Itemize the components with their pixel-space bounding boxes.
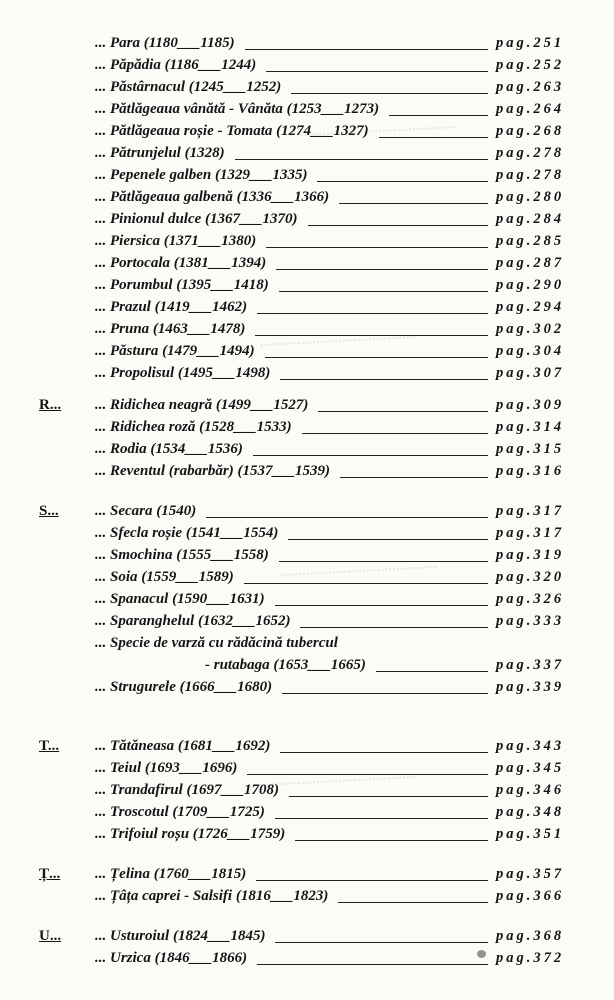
page-number: pag.366 [496,888,565,904]
leader-line [235,159,488,160]
page-number: pag.284 [496,211,565,227]
entry-title: ... Trandafirul (1697___1708) [95,782,280,798]
page-number: pag.307 [496,365,565,381]
entry-title: ... Pinionul dulce (1367___1370) [95,211,298,227]
leader-line [379,137,488,138]
page-number: pag.339 [496,679,565,695]
leader-line [389,115,488,116]
toc-entry [0,591,614,613]
bleed-through-text: .......................................... [299,115,458,141]
page-number: pag.263 [496,79,565,95]
section-letter: R... [39,397,62,413]
entry-title: ... Pruna (1463___1478) [95,321,246,337]
leader-line [317,181,488,182]
page-number: pag.294 [496,299,565,315]
leader-line [288,539,488,540]
page-number: pag.264 [496,101,565,117]
entry-title: ... Para (1180___1185) [95,35,235,51]
entry-title: ... Ridichea roză (1528___1533) [95,419,292,435]
entry-title: ... Sparanghelul (1632___1652) [95,613,291,629]
page-number: pag.304 [496,343,565,359]
toc-entry [0,569,614,591]
toc-entry [0,167,614,189]
bleed-through-text: .......................................... [259,765,418,791]
toc-entry [0,782,614,804]
toc-entry [0,211,614,233]
leader-line [376,671,488,672]
leader-line [244,583,488,584]
leader-line [266,247,488,248]
entry-title: ... Reventul (rabarbăr) (1537___1539) [95,463,330,479]
leader-line [275,942,488,943]
page-number: pag.346 [496,782,565,798]
toc-entry-continuation [0,657,614,679]
toc-entry [0,547,614,569]
toc-entry [0,613,614,635]
toc-entry [0,866,614,888]
toc-entry [0,503,614,525]
entry-title: ... Țâța caprei - Salsifi (1816___1823) [95,888,329,904]
entry-title: ... Spanacul (1590___1631) [95,591,265,607]
entry-title: ... Propolisul (1495___1498) [95,365,271,381]
toc-entry [0,255,614,277]
leader-line [266,71,488,72]
entry-title: ... Trifoiul roșu (1726___1759) [95,826,286,842]
leader-line [265,357,488,358]
section-letter: U... [39,928,62,944]
toc-entry [0,738,614,760]
leader-line [276,269,488,270]
leader-line [279,561,488,562]
page-number: pag.285 [496,233,565,249]
bleed-through-text: .......................................... [279,555,438,581]
entry-title: ... Pepenele galben (1329___1335) [95,167,308,183]
toc-entry [0,321,614,343]
toc-entry [0,419,614,441]
leader-line [275,605,488,606]
entry-title: ... Usturoiul (1824___1845) [95,928,266,944]
leader-line [291,93,488,94]
toc-entry [0,343,614,365]
toc-entry [0,888,614,910]
entry-title: ... Rodia (1534___1536) [95,441,243,457]
leader-line [289,796,488,797]
toc-entry [0,123,614,145]
leader-line [253,455,488,456]
entry-title: ... Urzica (1846___1866) [95,950,248,966]
toc-entry [0,79,614,101]
toc-entry [0,101,614,123]
page-number: pag.278 [496,145,565,161]
page-number: pag.314 [496,419,565,435]
leader-line [295,840,488,841]
section-letter: S... [39,503,59,519]
page-number: pag.290 [496,277,565,293]
entry-title: ... Pătrunjelul (1328) [95,145,225,161]
toc-entry [0,760,614,782]
entry-title: ... Pătlăgeaua galbenă (1336___1366) [95,189,330,205]
page-number: pag.320 [496,569,565,585]
bleed-through-text: .......................................... [259,325,418,351]
leader-line [280,752,488,753]
entry-title: ... Tătăneasa (1681___1692) [95,738,271,754]
page-number: pag.278 [496,167,565,183]
toc-entry [0,57,614,79]
entry-title: ... Țelina (1760___1815) [95,866,247,882]
leader-line [280,379,488,380]
leader-line [256,880,488,881]
leader-line [340,477,488,478]
page-number: pag.345 [496,760,565,776]
toc-entry [0,950,614,972]
leader-line [308,225,488,226]
toc-entry [0,679,614,701]
entry-title: ... Pătlăgeaua vânătă - Vânăta (1253___1273) [95,101,380,117]
toc-entry [0,365,614,387]
toc-entry [0,525,614,547]
toc-entry [0,826,614,848]
toc-entry [0,804,614,826]
entry-title: ... Specie de varză cu rădăcină tubercul [95,635,338,651]
page-number: pag.309 [496,397,565,413]
page-number: pag.372 [496,950,565,966]
entry-title: ... Strugurele (1666___1680) [95,679,273,695]
leader-line [275,818,488,819]
toc-entry [0,635,614,657]
page-number: pag.317 [496,503,565,519]
page-number: pag.251 [496,35,565,51]
toc-entry [0,928,614,950]
entry-title: ... Ridichea neagră (1499___1527) [95,397,309,413]
toc-entry [0,145,614,167]
toc-entry [0,299,614,321]
page-number: pag.343 [496,738,565,754]
page-number: pag.337 [496,657,565,673]
toc-entry [0,441,614,463]
page-number: pag.287 [496,255,565,271]
leader-line [257,313,488,314]
page-number: pag.268 [496,123,565,139]
entry-title: ... Portocala (1381___1394) [95,255,267,271]
entry-title: ... Troscotul (1709___1725) [95,804,265,820]
page-number: pag.351 [496,826,565,842]
entry-title: ... Secara (1540) [95,503,197,519]
entry-title: ... Teiul (1693___1696) [95,760,238,776]
toc-entry [0,233,614,255]
page-number: pag.348 [496,804,565,820]
entry-title-continuation: - rutabaga (1653___1665) [205,657,366,673]
page-number: pag.316 [496,463,565,479]
page-number: pag.315 [496,441,565,457]
toc-entry [0,189,614,211]
page-number: pag.333 [496,613,565,629]
leader-line [318,411,488,412]
leader-line [279,291,488,292]
entry-title: ... Prazul (1419___1462) [95,299,248,315]
entry-title: ... Păpădia (1186___1244) [95,57,257,73]
toc-entry [0,397,614,419]
entry-title: ... Soia (1559___1589) [95,569,234,585]
toc-entry [0,35,614,57]
leader-line [282,693,488,694]
toc-entry [0,463,614,485]
page-number: pag.302 [496,321,565,337]
entry-title: ... Piersica (1371___1380) [95,233,257,249]
leader-line [257,964,488,965]
section-letter: T... [39,738,60,754]
page-number: pag.317 [496,525,565,541]
entry-title: ... Păstârnacul (1245___1252) [95,79,282,95]
page-number: pag.357 [496,866,565,882]
leader-line [245,49,488,50]
leader-line [255,335,488,336]
entry-title: ... Smochina (1555___1558) [95,547,269,563]
entry-title: ... Porumbul (1395___1418) [95,277,269,293]
toc-entry [0,277,614,299]
leader-line [300,627,488,628]
entry-title: ... Sfecla roșie (1541___1554) [95,525,279,541]
entry-title: ... Pătlăgeaua roșie - Tomata (1274___1327) [95,123,369,139]
page-number: pag.252 [496,57,565,73]
leader-line [206,517,488,518]
leader-line [338,902,488,903]
page-number: pag.326 [496,591,565,607]
leader-line [302,433,488,434]
leader-line [339,203,488,204]
entry-title: ... Păstura (1479___1494) [95,343,255,359]
page-number: pag.280 [496,189,565,205]
page-number: pag.368 [496,928,565,944]
section-letter: Ț... [39,866,61,882]
ink-smudge [477,950,486,958]
leader-line [247,774,488,775]
page-number: pag.319 [496,547,565,563]
